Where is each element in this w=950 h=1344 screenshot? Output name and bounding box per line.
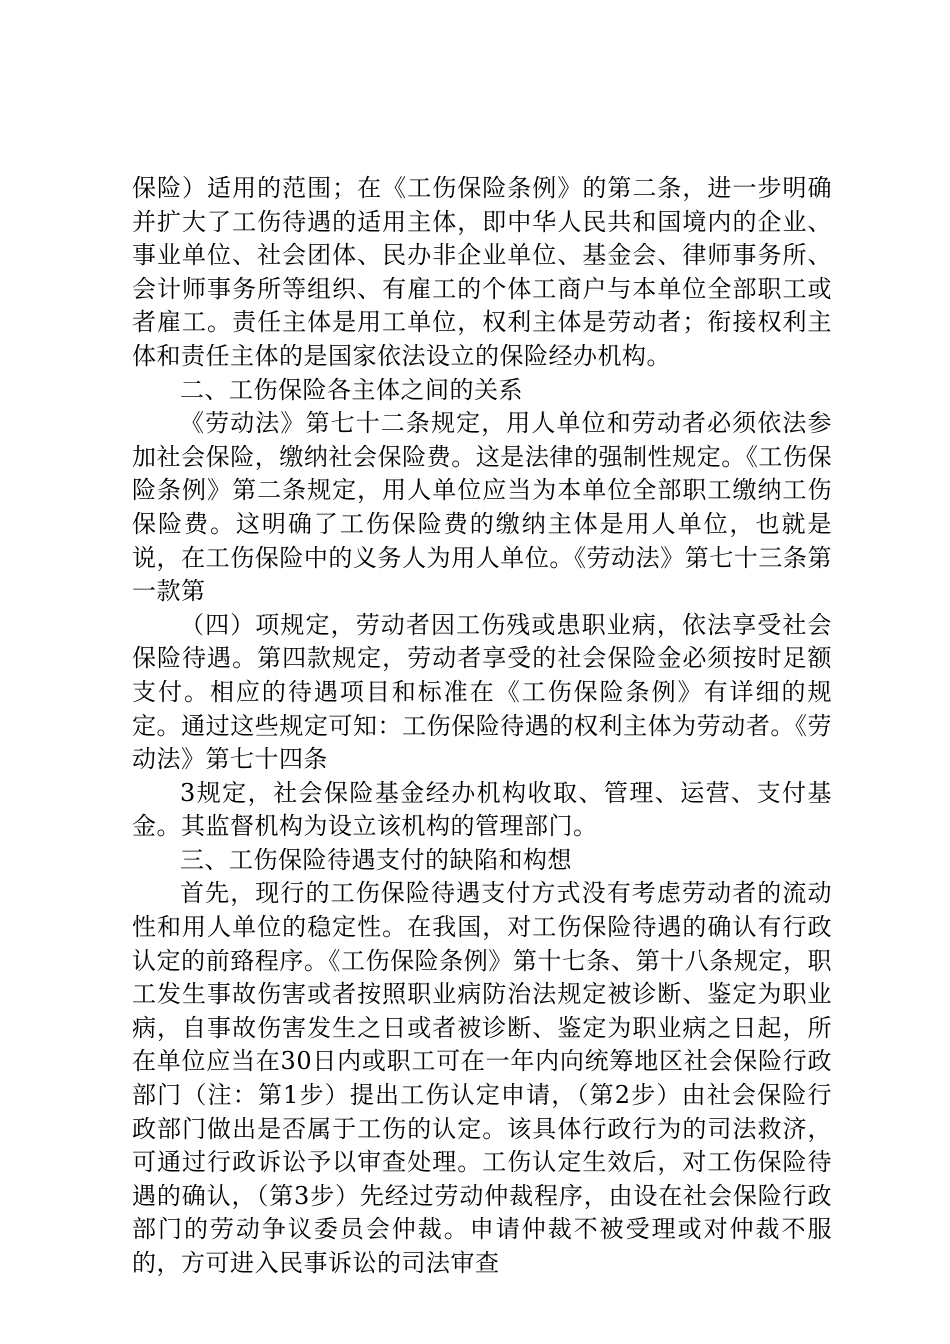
paragraph-labor-law-72: 《劳动法》第七十二条规定，用人单位和劳动者必须依法参加社会保险，缴纳社会保险费。这是法律的强制性规定。《工伤保险条例》第二条规定，用人单位应当为本单位全部职工缴纳工伤保险费。这明确了工伤保险费的缴纳主体是用人单位，也就是说，在工伤保险中的义务人为用人单位。《劳动法》第七十三条第一款第 [132,409,832,606]
section-heading-3: 三、工伤保险待遇支付的缺陷和构想 [180,845,572,874]
paragraph-article-74: 3规定，社会保险基金经办机构收取、管理、运营、支付基金。其监督机构为设立该机构的管理部门。 [132,778,832,841]
paragraph-first: 首先，现行的工伤保险待遇支付方式没有考虑劳动者的流动性和用人单位的稳定性。在我国，对工伤保险待遇的确认有行政认定的前臵程序。《工伤保险条例》第十七条、第十八条规定，职工发生事故伤害或者按照职业病防治法规定被诊断、鉴定为职业病，自事故伤害发生之日或者被诊断、鉴定为职业病之日起，所在单位应当在30日内或职工可在一年内向统筹地区社会保险行政部门（注：第1步）提出工伤认定申请，（第2步）由社会保险行政部门做出是否属于工伤的认定。该具体行政行为的司法救济，可通过行政诉讼予以审查处理。工伤认定生效后，对工伤保险待遇的确认，（第3步）先经过劳动仲裁程序，由设在社会保险行政部门的劳动争议委员会仲裁。申请仲裁不被受理或对仲裁不服的，方可进入民事诉讼的司法审查 [132,879,832,1277]
paragraph-item-4: （四）项规定，劳动者因工伤残或患职业病，依法享受社会保险待遇。第四款规定，劳动者享受的社会保险金必须按时足额支付。相应的待遇项目和标准在《工伤保险条例》有详细的规定。通过这些规定可知：工伤保险待遇的权利主体为劳动者。《劳动法》第七十四条 [132,610,832,774]
paragraph-intro: 保险）适用的范围；在《工伤保险条例》的第二条，进一步明确并扩大了工伤待遇的适用主体，即中华人民共和国境内的企业、事业单位、社会团体、民办非企业单位、基金会、律师事务所、会计师事务所等组织、有雇工的个体工商户与本单位全部职工或者雇工。责任主体是用工单位，权利主体是劳动者；衔接权利主体和责任主体的是国家依法设立的保险经办机构。 [132,174,832,370]
section-heading-2: 二、工伤保险各主体之间的关系 [180,375,523,404]
document-body [132,172,832,1281]
